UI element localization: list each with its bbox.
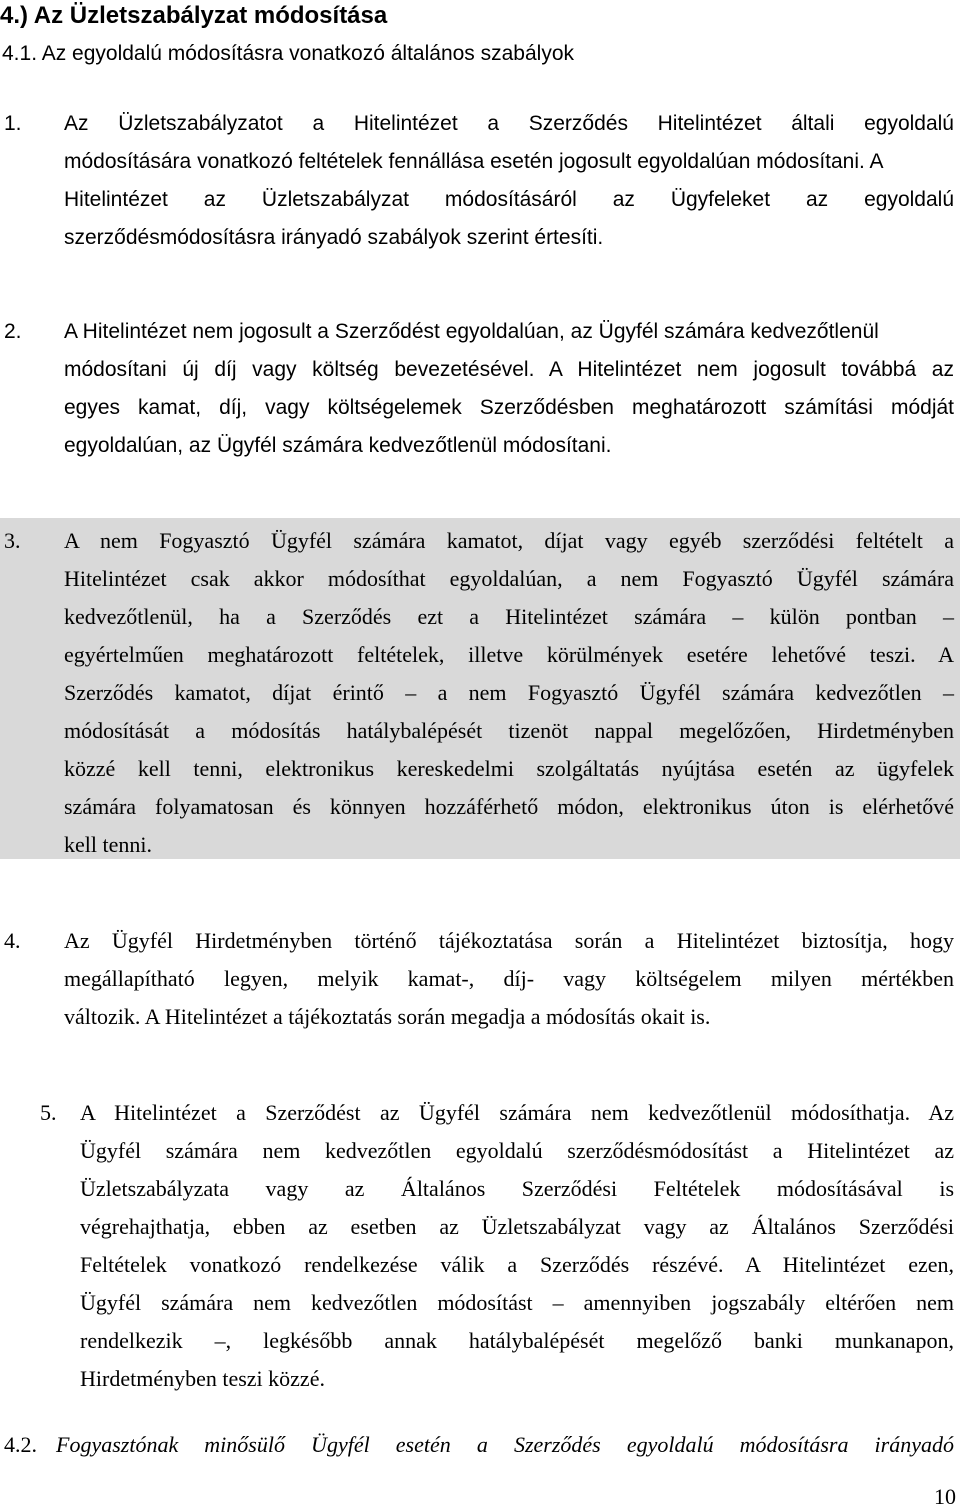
paragraph-line: megállapítható legyen, melyik kamat-, díj- vagy költségelem milyen mértékben: [64, 966, 954, 991]
paragraph-line: Ügyfél számára nem kedvezőtlen egyoldalú szerződésmódosítást a Hitelintézet az: [80, 1138, 954, 1163]
paragraph-line: rendelkezik –, legkésőbb annak hatálybalépését megelőző banki munkanapon,: [80, 1328, 954, 1353]
paragraph-number: 4.: [4, 928, 21, 953]
paragraph-line: egyértelműen meghatározott feltételek, illetve körülmények esetére lehetővé teszi. A: [64, 642, 954, 667]
paragraph-line: Üzletszabályzata vagy az Általános Szerződési Feltételek módosításával is: [80, 1176, 954, 1201]
paragraph-number: 3.: [4, 528, 21, 553]
paragraph-line: kell tenni.: [64, 832, 152, 857]
paragraph-number: 1.: [4, 112, 22, 135]
paragraph-line: közzé kell tenni, elektronikus kereskedelmi szolgáltatás nyújtása esetén az ügyfelek: [64, 756, 954, 781]
subsection-heading: 4.1. Az egyoldalú módosításra vonatkozó általános szabályok: [2, 42, 575, 65]
paragraph-line: végrehajthatja, ebben az esetben az Üzletszabályzat vagy az Általános Szerződési: [80, 1214, 954, 1239]
paragraph-line: A Hitelintézet nem jogosult a Szerződést egyoldalúan, az Ügyfél számára kedvezőtlenül: [64, 320, 879, 343]
paragraph-line: módosítani új díj vagy költség bevezetésével. A Hitelintézet nem jogosult továbbá az: [64, 358, 954, 381]
subsection-title: Fogyasztónak minősülő Ügyfél esetén a Szerződés egyoldalú módosításra irányadó: [56, 1432, 954, 1457]
paragraph-line: Az Ügyfél Hirdetményben történő tájékoztatása során a Hitelintézet biztosítja, hogy: [64, 928, 954, 953]
paragraph-line: Hitelintézet csak akkor módosíthat egyoldalúan, a nem Fogyasztó Ügyfél számára: [64, 566, 954, 591]
paragraph-line: egyoldalúan, az Ügyfél számára kedvezőtlenül módosítani.: [64, 434, 612, 457]
paragraph-line: kedvezőtlenül, ha a Szerződés ezt a Hitelintézet számára – külön pontban –: [64, 604, 954, 629]
paragraph-line: Hirdetményben teszi közzé.: [80, 1366, 325, 1391]
paragraph-line: Feltételek vonatkozó rendelkezése válik a Szerződés részévé. A Hitelintézet ezen,: [80, 1252, 954, 1277]
paragraph-line: módosítását a módosítás hatálybalépését tizenöt nappal megelőzően, Hirdetményben: [64, 718, 954, 743]
paragraph-line: változik. A Hitelintézet a tájékoztatás során megadja a módosítás okait is.: [64, 1004, 711, 1029]
paragraph-line: módosítására vonatkozó feltételek fennállása esetén jogosult egyoldalúan módosítani. A: [64, 150, 884, 173]
subsection-number: 4.2.: [4, 1432, 37, 1457]
paragraph-line: egyes kamat, díj, vagy költségelemek Szerződésben meghatározott számítási módját: [64, 396, 954, 419]
page-number: 10: [934, 1484, 956, 1509]
paragraph-line: Ügyfél számára nem kedvezőtlen módosítást – amennyiben jogszabály eltérően nem: [80, 1290, 954, 1315]
paragraph-line: Az Üzletszabályzatot a Hitelintézet a Szerződés Hitelintézet általi egyoldalú: [64, 112, 954, 135]
paragraph-line: Szerződés kamatot, díjat érintő – a nem Fogyasztó Ügyfél számára kedvezőtlen –: [64, 680, 954, 705]
paragraph-line: A nem Fogyasztó Ügyfél számára kamatot, díjat vagy egyéb szerződési feltételt a: [64, 528, 954, 553]
paragraph-line: Hitelintézet az Üzletszabályzat módosításáról az Ügyfeleket az egyoldalú: [64, 188, 954, 211]
paragraph-line: szerződésmódosításra irányadó szabályok szerint értesíti.: [64, 226, 604, 249]
paragraph-number: 2.: [4, 320, 22, 343]
paragraph-line: számára folyamatosan és könnyen hozzáférhető módon, elektronikus úton is elérhetővé: [64, 794, 954, 819]
paragraph-line: A Hitelintézet a Szerződést az Ügyfél számára nem kedvezőtlenül módosíthatja. Az: [80, 1100, 954, 1125]
section-heading: 4.) Az Üzletszabályzat módosítása: [0, 2, 388, 29]
paragraph-number: 5.: [40, 1100, 57, 1125]
